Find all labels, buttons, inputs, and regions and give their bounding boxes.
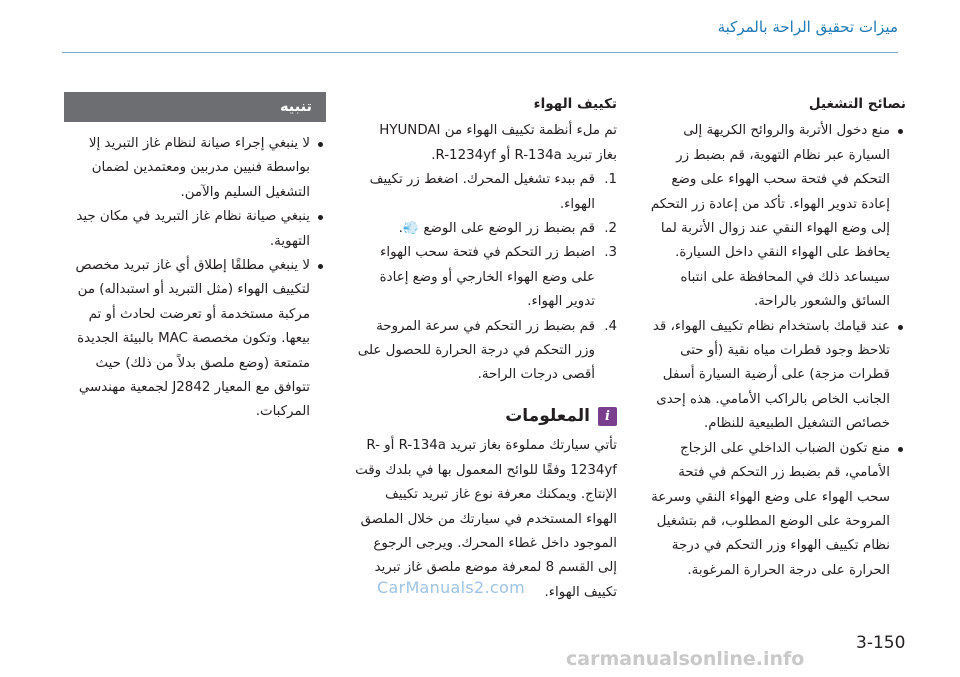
information-label: المعلومات <box>505 405 590 426</box>
floor-mode-icon: 💨 <box>402 221 420 237</box>
step-number: 3. <box>604 245 617 261</box>
site-watermark: carmanualsonline.info <box>566 648 805 670</box>
list-item: منع دخول الأتربة والروائح الكريهة إلى السيارة عبر نظام التهوية، قم بضبط زر التحكم في فتحة سحب الهواء على وضع إعادة تدوير الهواء. تأكد من إعادة زر التحكم إلى وضع الهواء النقي عند زوال الأتربة لما يحافظ على الهواء النقي داخل السيارة. سيساعد ذلك في المحافظة على انتباه السائق والشعور بالراحة. <box>648 119 906 314</box>
caution-list <box>64 132 326 425</box>
air-conditioning-heading: تكييف الهواء <box>533 96 617 112</box>
step-number: 4. <box>604 318 617 334</box>
information-heading <box>355 404 617 428</box>
step-text: قم بضبط زر التحكم في سرعة المروحة وزر التحكم في درجة الحرارة للحصول على أقصى درجات الراحة. <box>357 318 595 383</box>
list-item <box>355 315 617 388</box>
list-item: ينبغي صيانة نظام غاز التبريد في مكان جيد التهوية. <box>64 205 326 254</box>
list-item <box>355 168 617 217</box>
chapter-title: ميزات تحقيق الراحة بالمركبة <box>717 18 898 36</box>
page-number: 3-150 <box>856 633 906 653</box>
operating-tips-column <box>648 92 906 583</box>
header-divider <box>62 52 898 53</box>
step-text: اضبط زر التحكم في فتحة سحب الهواء على وضع الهواء الخارجي أو وضع إعادة تدوير الهواء. <box>379 245 595 310</box>
air-conditioning-steps <box>355 168 617 388</box>
info-icon: i <box>598 407 617 426</box>
list-item: لا ينبغي إجراء صيانة لنظام غاز التبريد إلا بواسطة فنيين مدربين ومعتمدين لضمان التشغيل السليم والآمن. <box>64 132 326 205</box>
operating-tips-list <box>648 119 906 583</box>
step-text: قم بضبط زر الوضع على الوضع <box>423 221 595 237</box>
air-conditioning-column <box>355 92 617 605</box>
information-text: تأتي سيارتك مملوءة بغاز تبريد R-134a أو R-1234yf وفقًا للوائح المعمول بها في بلدك وقت الإنتاج. ويمكنك معرفة نوع غاز تبريد تكييف الهواء المستخدم في سيارتك من خلال الملصق الموجود داخل غطاء المحرك. ويرجى الرجوع إلى القسم 8 لمعرفة موضع ملصق غاز تبريد تكييف الهواء. <box>355 438 617 600</box>
step-number: 1. <box>604 172 617 188</box>
list-item: منع تكون الضباب الداخلي على الزجاج الأمامي، قم بضبط زر التحكم في فتحة سحب الهواء على وضع الهواء النقي وسرعة المروحة على الوضع المطلوب، قم بتشغيل نظام تكييف الهواء وزر التحكم في درجة الحرارة على درجة الحرارة المرغوبة. <box>648 437 906 583</box>
operating-tips-heading: نصائح التشغيل <box>808 96 906 112</box>
caution-banner: تنبيه <box>64 92 326 122</box>
list-item: عند قيامك باستخدام نظام تكييف الهواء، قد تلاحظ وجود قطرات مياه نقية (أو حتى قطرات مزجة) على أرضية السيارة أسفل الجانب الخاص بالراكب الأمامي. هذه إحدى خصائص التشغيل الطبيعية للنظام. <box>648 315 906 437</box>
step-text: قم ببدء تشغيل المحرك. اضغط زر تكييف الهواء. <box>369 172 595 212</box>
caution-column <box>64 92 326 425</box>
list-item <box>355 241 617 314</box>
list-item: لا ينبغي مطلقًا إطلاق أي غاز تبريد مخصص لتكييف الهواء (مثل التبريد أو استبداله) من مركبة مستخدمة أو تعرضت لحادث أو تم بيعها. وتكون مخصصة MAC بالبيئة الجديدة متمتعة (وضع ملصق بدلاً من ذلك) حيث تتوافق مع المعيار J2842 لجمعية مهندسي المركبات. <box>64 254 326 425</box>
watermark-text: CarManuals2.com <box>377 578 525 597</box>
air-conditioning-intro: تم ملء أنظمة تكييف الهواء من HYUNDAI بغاز تبريد R-134a أو R-1234yf. <box>379 123 617 163</box>
list-item: 2. قم بضبط زر الوضع على الوضع 💨. <box>355 217 617 241</box>
step-number: 2. <box>604 221 617 237</box>
